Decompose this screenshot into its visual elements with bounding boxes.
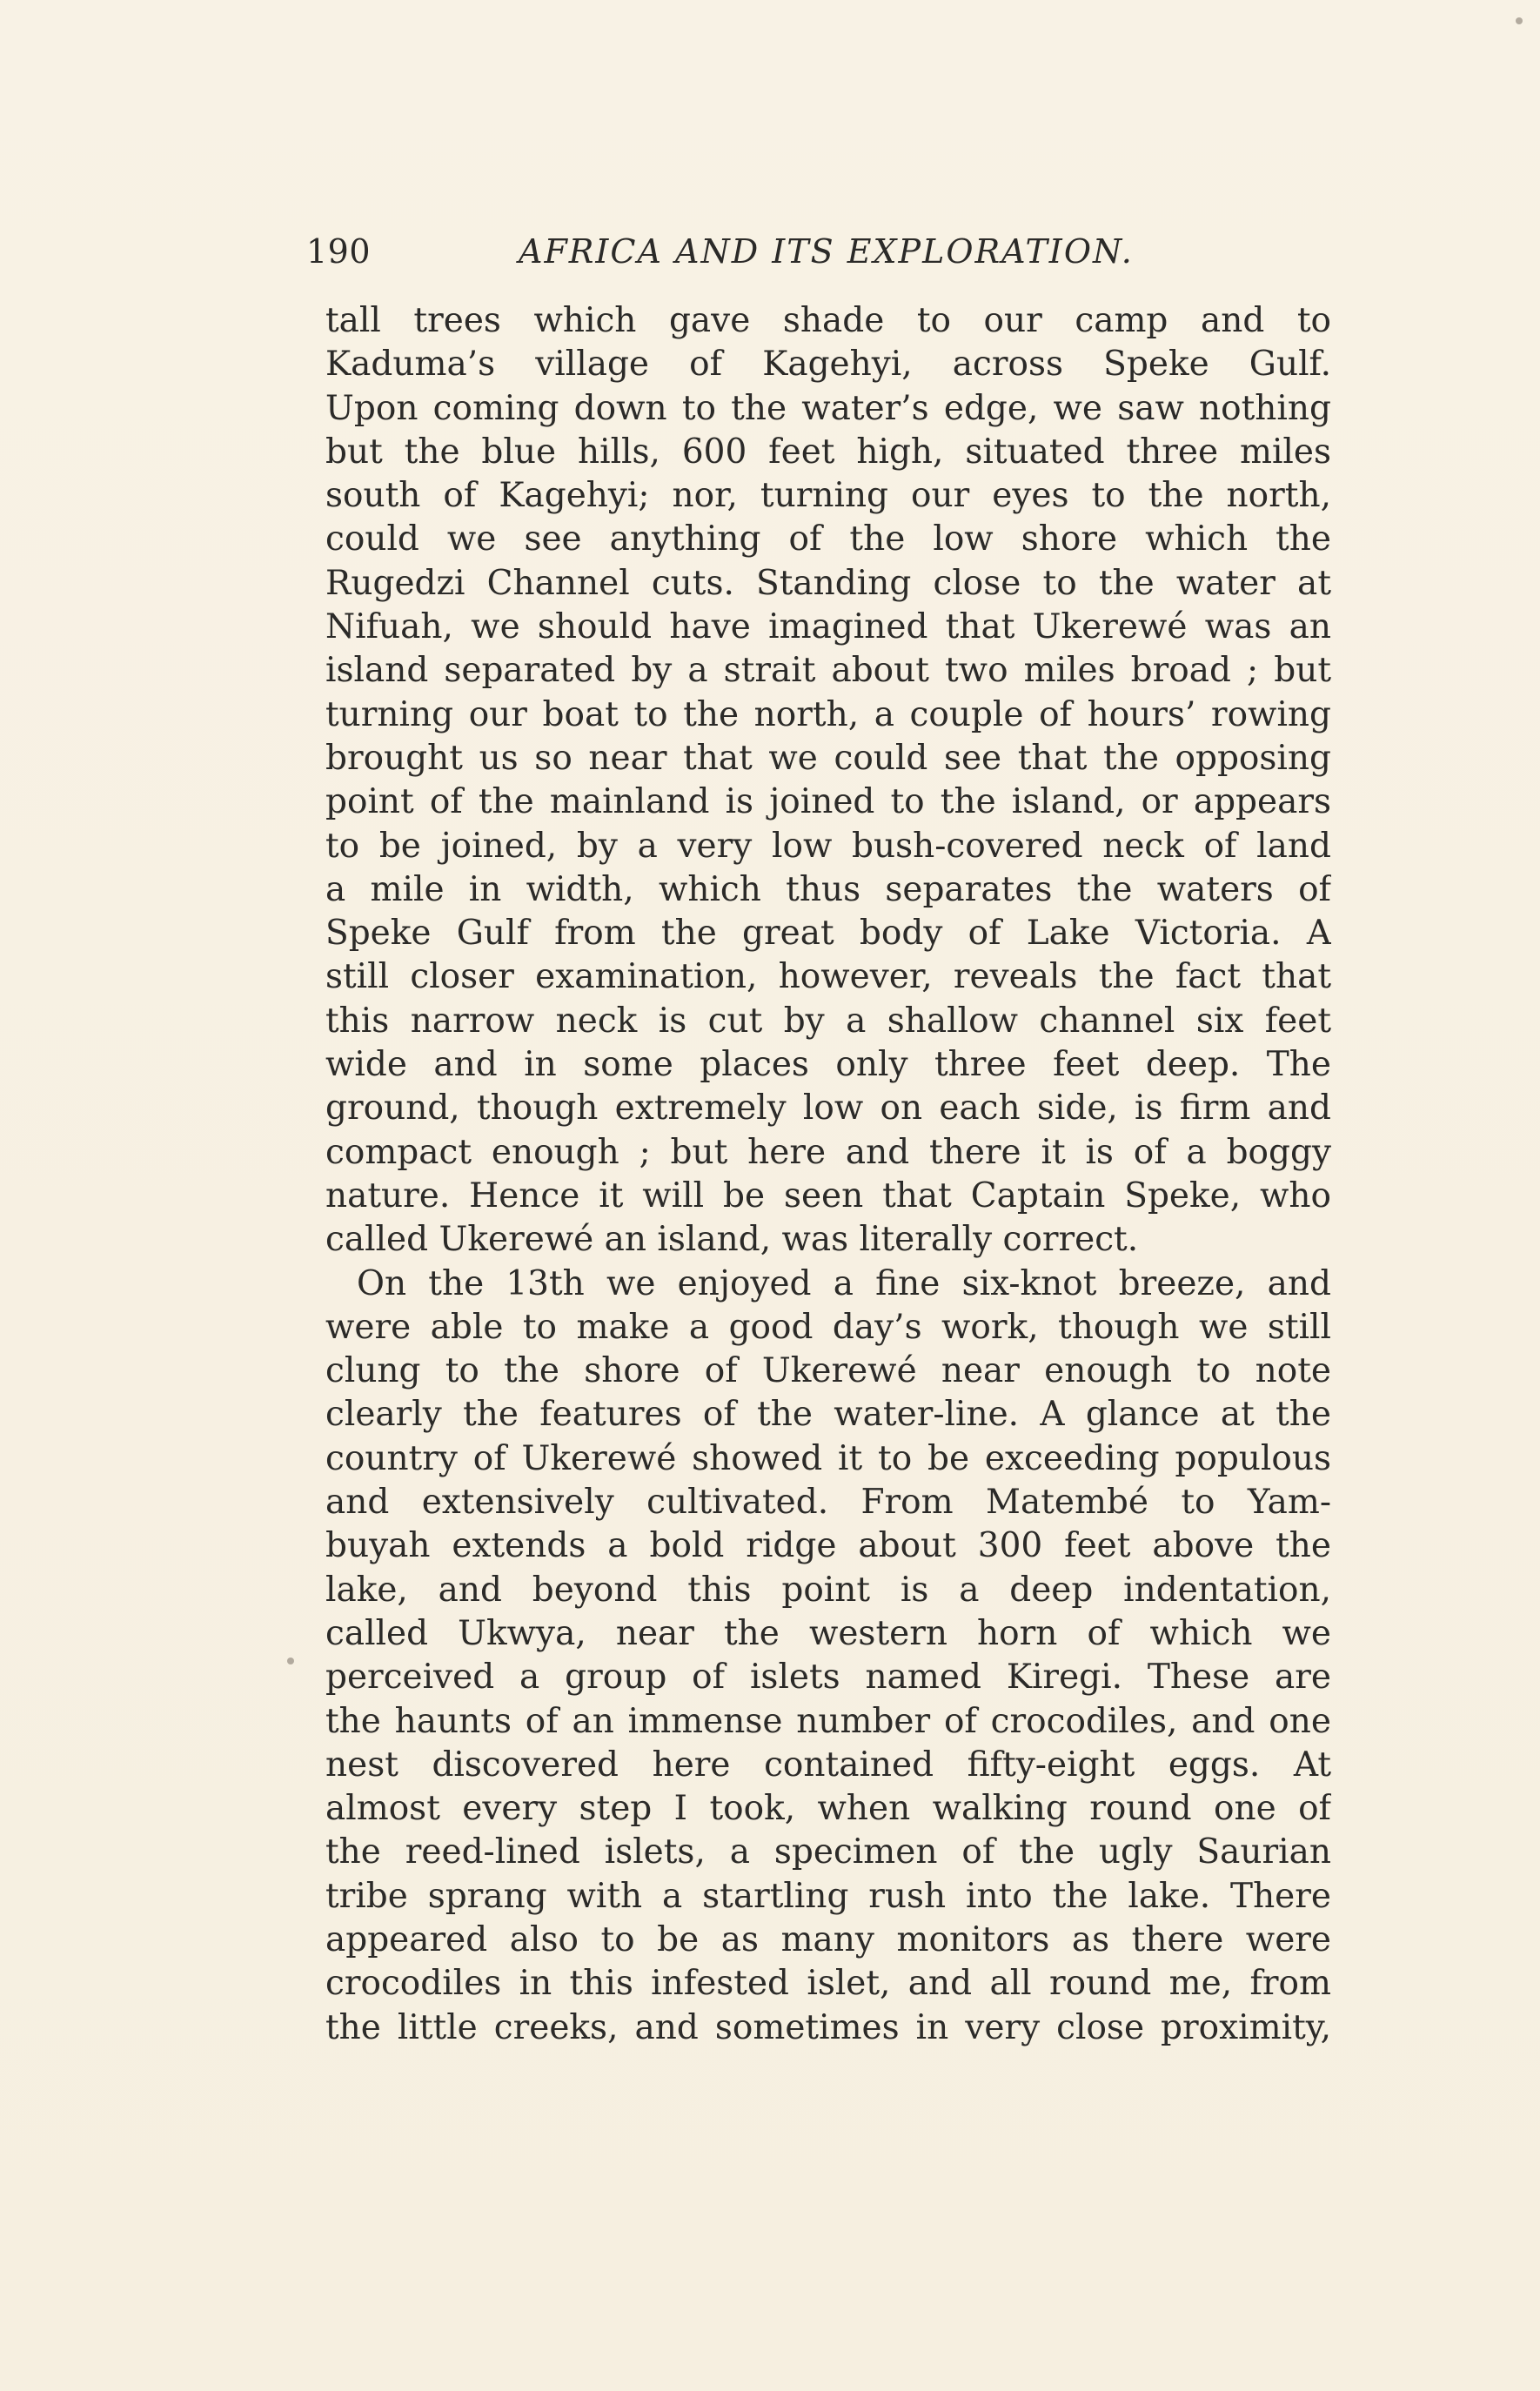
body-text bbox=[325, 299, 1331, 2050]
text-line: compact enough ; but here and there it is of a boggy bbox=[325, 1132, 1331, 1172]
paragraph-start-line: On the 13th we enjoyed a fine six-knot breeze, and bbox=[357, 1263, 1331, 1303]
running-title: AFRICA AND ITS EXPLORATION. bbox=[519, 232, 1134, 271]
text-line: clearly the features of the water-line. A glance at the bbox=[325, 1395, 1331, 1435]
text-line: island separated by a strait about two miles broad ; but bbox=[325, 651, 1331, 691]
text-line: country of Ukerewé showed it to be exceeding populous bbox=[325, 1438, 1331, 1478]
text-line: the haunts of an immense number of crocodiles, and one bbox=[325, 1701, 1331, 1741]
page-header bbox=[306, 230, 1333, 273]
text-line: crocodiles in this infested islet, and all round me, from bbox=[325, 1964, 1331, 2004]
text-line: south of Kagehyi; nor, turning our eyes to the north, bbox=[325, 476, 1331, 516]
text-line: ground, though extremely low on each side, is firm and bbox=[325, 1088, 1331, 1129]
text-line: Nifuah, we should have imagined that Ukerewé was an bbox=[325, 607, 1331, 647]
print-speck bbox=[287, 1658, 294, 1664]
text-line: almost every step I took, when walking round one of bbox=[325, 1789, 1331, 1829]
text-line: and extensively cultivated. From Matembé to Yam- bbox=[325, 1483, 1331, 1523]
text-line: called Ukerewé an island, was literally correct. bbox=[325, 1220, 1139, 1260]
text-line: were able to make a good day’s work, though we still bbox=[325, 1307, 1331, 1347]
text-line: appeared also to be as many monitors as there were bbox=[325, 1919, 1331, 1959]
text-line: could we see anything of the low shore which the bbox=[325, 519, 1331, 559]
text-line: called Ukwya, near the western horn of which we bbox=[325, 1613, 1331, 1653]
print-speck bbox=[1516, 17, 1523, 24]
text-line: the reed-lined islets, a specimen of the ugly Saurian bbox=[325, 1832, 1331, 1872]
text-line: Rugedzi Channel cuts. Standing close to the water at bbox=[325, 563, 1331, 603]
text-line: clung to the shore of Ukerewé near enough to note bbox=[325, 1351, 1331, 1391]
text-line: Kaduma’s village of Kagehyi, across Speke Gulf. bbox=[325, 345, 1331, 385]
text-line: this narrow neck is cut by a shallow channel six feet bbox=[325, 1001, 1331, 1041]
text-line: buyah extends a bold ridge about 300 feet above the bbox=[325, 1526, 1331, 1566]
text-line: nest discovered here contained fifty-eight eggs. At bbox=[325, 1745, 1331, 1785]
text-line: brought us so near that we could see that the opposing bbox=[325, 738, 1331, 778]
text-line: wide and in some places only three feet deep. The bbox=[325, 1045, 1331, 1085]
text-line: but the blue hills, 600 feet high, situated three miles bbox=[325, 432, 1331, 472]
page-number: 190 bbox=[306, 232, 372, 271]
text-line: still closer examination, however, reveals the fact that bbox=[325, 957, 1331, 997]
text-line: point of the mainland is joined to the island, or appears bbox=[325, 782, 1331, 822]
text-line: Upon coming down to the water’s edge, we saw nothing bbox=[325, 388, 1331, 428]
text-line: the little creeks, and sometimes in very close proximity, bbox=[325, 2007, 1331, 2047]
text-line: tribe sprang with a startling rush into the lake. There bbox=[325, 1876, 1331, 1916]
text-line: Speke Gulf from the great body of Lake Victoria. A bbox=[325, 914, 1331, 954]
text-line: turning our boat to the north, a couple of hours’ rowing bbox=[325, 694, 1331, 734]
text-line: perceived a group of islets named Kiregi. These are bbox=[325, 1658, 1331, 1698]
text-line: lake, and beyond this point is a deep indentation, bbox=[325, 1570, 1331, 1610]
text-line: tall trees which gave shade to our camp and to bbox=[325, 301, 1331, 340]
text-line: to be joined, by a very low bush-covered neck of land bbox=[325, 826, 1331, 866]
text-line: nature. Hence it will be seen that Captain Speke, who bbox=[325, 1175, 1331, 1216]
text-line: a mile in width, which thus separates the waters of bbox=[325, 869, 1331, 909]
